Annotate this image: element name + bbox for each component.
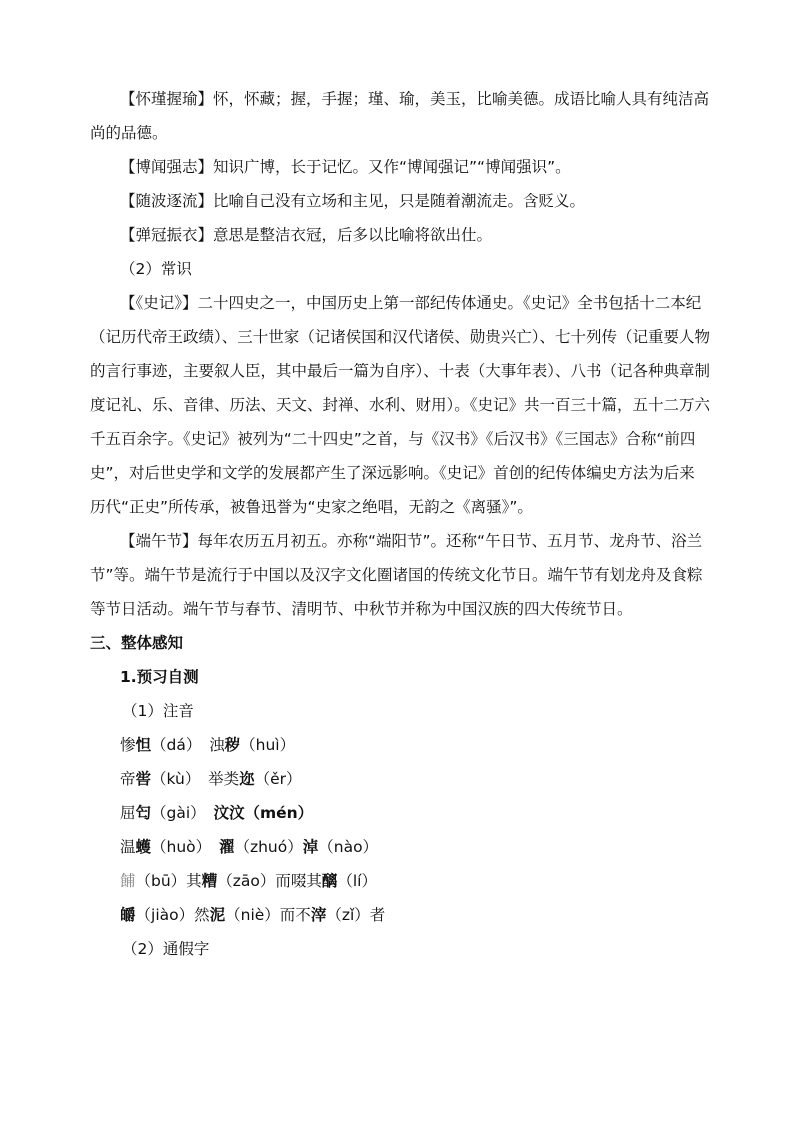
pinyin-row — [0, 864, 794, 898]
pinyin-char: 滓 — [310, 906, 327, 924]
pinyin-row — [0, 830, 794, 864]
pinyin-char: 餔 — [120, 872, 136, 890]
pinyin-text — [203, 838, 219, 856]
pinyin-text: 帝 — [120, 770, 136, 788]
pinyin-char: 怛 — [135, 736, 152, 754]
pinyin-reading: （huì） — [240, 736, 296, 754]
pinyin-char: 匄 — [135, 804, 152, 822]
pinyin-char: 醨 — [321, 872, 338, 890]
idiom-bowenqiangzhi: 【博闻强志】知识广博，长于记忆。又作“博闻强记”“博闻强识”。 — [120, 158, 571, 176]
idiom-huaijinwoyu: 【怀瑾握瑜】怀，怀藏；握，手握；瑾、瑜，美玉，比喻美德。成语比喻人具有纯洁高尚的品德。 — [90, 90, 710, 142]
pinyin-reading: （dá） — [151, 736, 194, 754]
note-duanwujie: 【端午节】每年农历五月初五。亦称“端阳节”。还称“午日节、五月节、龙舟节、浴兰节”等。端午节是流行于中国以及汉字文化圈诸国的传统文化节日。端午节有划龙舟及食粽等节日活动。端午节与春节、清明节、中秋节并称为中国汉族的四大传统节日。 — [90, 532, 703, 618]
pinyin-row — [0, 898, 794, 932]
pinyin-text: 举类 — [192, 770, 240, 788]
pinyin-char: 秽 — [224, 736, 241, 754]
pinyin-reading: （zhuó） — [234, 838, 303, 856]
pinyin-char: 濯 — [218, 838, 235, 856]
pinyin-reading: （bū）其 — [135, 872, 202, 890]
tongjia-label: （2）通假字 — [122, 940, 210, 958]
pinyin-char: 糟 — [201, 872, 218, 890]
pinyin-reading: （gài） — [151, 804, 198, 822]
pinyin-char: 泥 — [209, 906, 226, 924]
pinyin-reading: （niè）而不 — [225, 906, 311, 924]
pinyin-char: 淖 — [302, 838, 319, 856]
pinyin-reading: （zǐ）者 — [326, 906, 386, 924]
pinyin-reading: （nào） — [318, 838, 379, 856]
pinyin-char: 迩 — [239, 770, 255, 788]
pinyin-text: 屈 — [120, 804, 136, 822]
section-heading: 三、整体感知 — [90, 634, 184, 652]
idiom-tanguanzhenyi: 【弹冠振衣】意思是整洁衣冠，后多以比喻将欲出仕。 — [120, 226, 493, 244]
pinyin-char: 喾 — [135, 770, 152, 788]
pinyin-reading: （jiào）然 — [135, 906, 210, 924]
pinyin-row — [0, 796, 794, 830]
subsection-heading: 1.预习自测 — [120, 668, 199, 686]
pinyin-text: 惨 — [120, 736, 136, 754]
pinyin-text: 温 — [120, 838, 136, 856]
pinyin-row — [0, 762, 794, 796]
pinyin-reading: （lí） — [337, 872, 377, 890]
subsection-changshi: （2）常识 — [120, 260, 192, 278]
pinyin-char: 汶汶 — [213, 804, 245, 822]
pinyin-reading: （mén） — [244, 804, 314, 822]
pinyin-char: 蠖 — [135, 838, 152, 856]
pinyin-char: 皭 — [120, 906, 136, 924]
idiom-suibozhuliu: 【随波逐流】比喻自己没有立场和主见，只是随着潮流走。含贬义。 — [120, 192, 586, 210]
pinyin-reading: （ěr） — [254, 770, 302, 788]
pinyin-reading: （huò） — [151, 838, 204, 856]
note-shiji: 【《史记》】二十四史之一，中国历史上第一部纪传体通史。《史记》全书包括十二本纪（记历代帝王政绩）、三十世家（记诸侯国和汉代诸侯、勋贵兴亡）、七十列传（记重要人物的言行事迹，主要叙人臣，其中最后一篇为自序）、十表（大事年表）、八书（记各种典章制度记礼、乐、音律、历法、天文、封禅、水利、财用）。《史记》共一百三十篇，五十二万六千五百余字。《史记》被列为“二十四史”之首，与《汉书》《后汉书》《三国志》合称“前四史”，对后世史学和文学的发展都产生了深远影响。《史记》首创的纪传体编史方法为后来历代“正史”所传承，被鲁迅誉为“史家之绝唱，无韵之《离骚》”。 — [90, 294, 711, 516]
pinyin-reading: （kù） — [151, 770, 193, 788]
pinyin-text: 浊 — [193, 736, 225, 754]
pinyin-row — [0, 728, 794, 762]
document-content — [0, 82, 794, 966]
pinyin-reading: （zāo）而啜其 — [217, 872, 322, 890]
zhuyin-label: （1）注音 — [122, 702, 194, 720]
pinyin-text — [198, 804, 214, 822]
